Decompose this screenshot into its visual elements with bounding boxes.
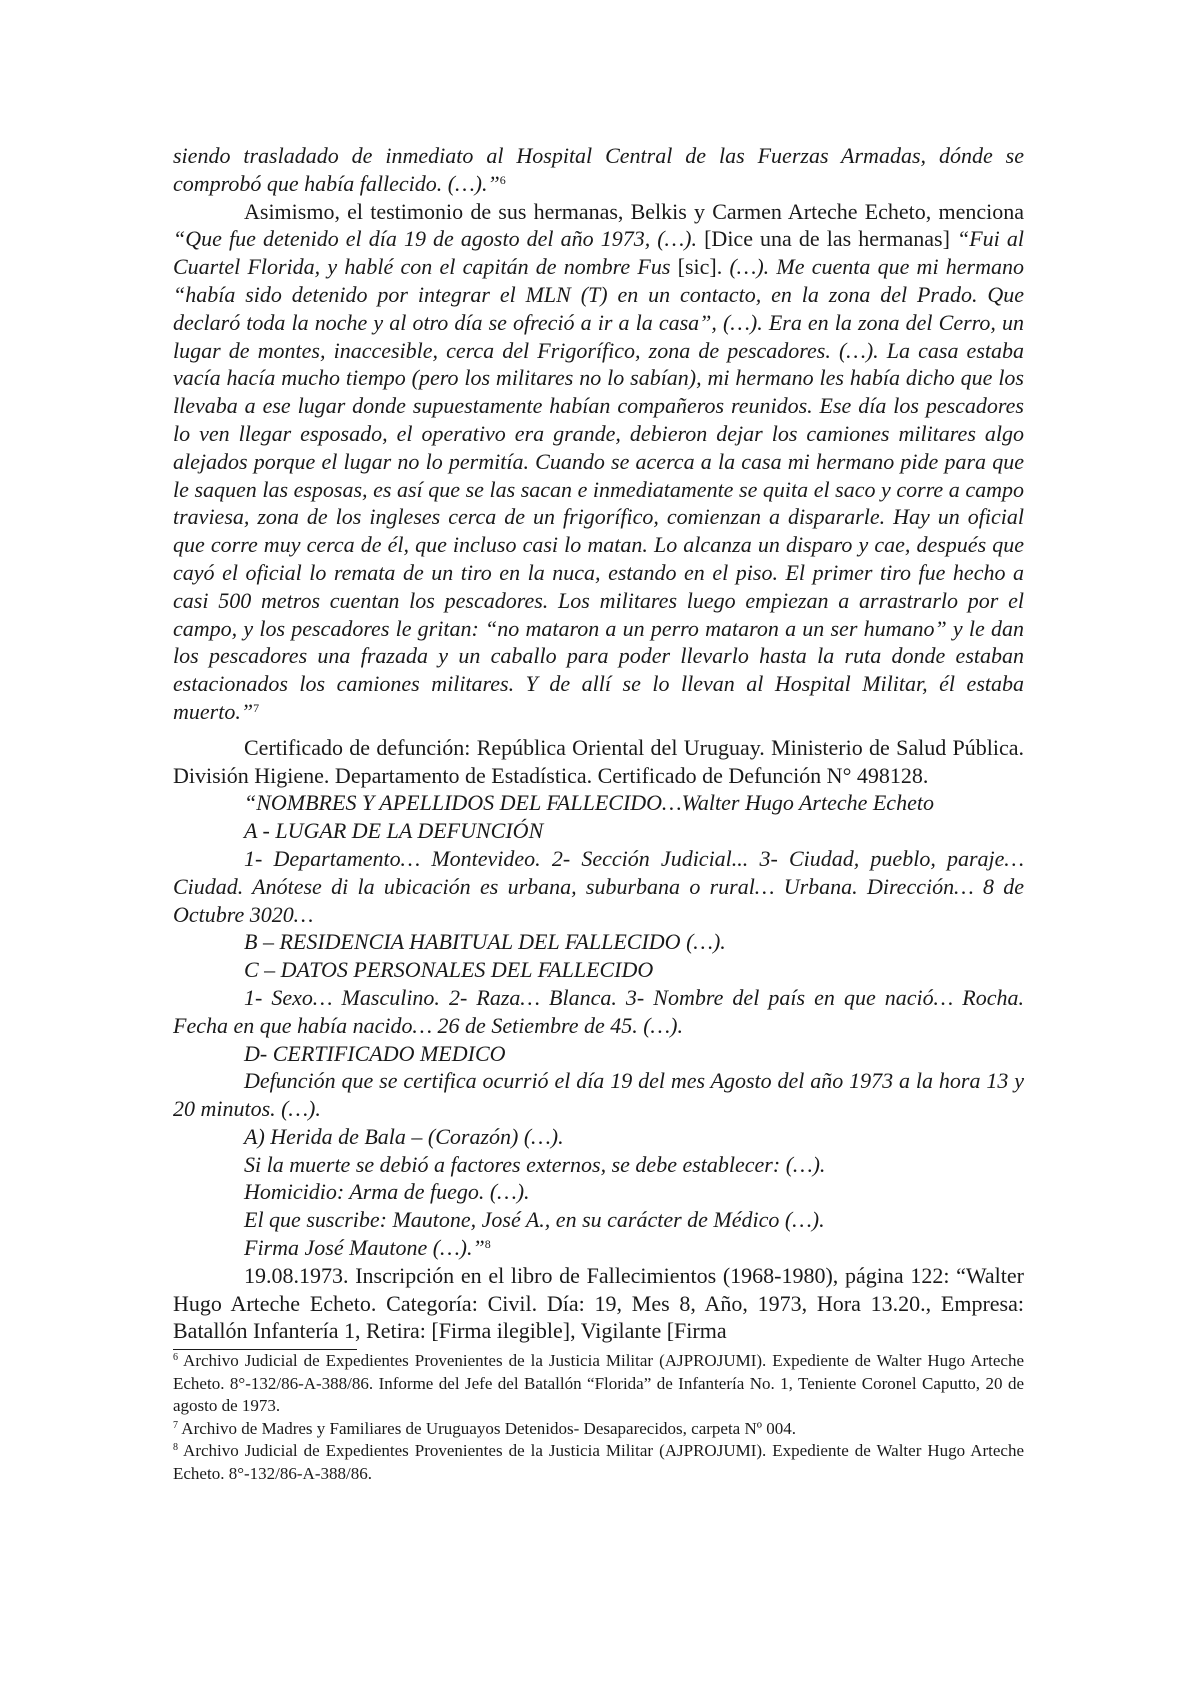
cert-section-a-detail: 1- Departamento… Montevideo. 2- Sección Judicial... 3- Ciudad, pueblo, paraje… Ciudad. Anótese di la ubicación es urbana, suburbana o rural… Urbana. Dirección… 8 de Octubre 3020… — [173, 845, 1024, 927]
body-text: Asimismo, el testimonio de sus hermanas, Belkis y Carmen Arteche Echeto, menciona — [244, 198, 1024, 224]
footnote-text: Archivo Judicial de Expedientes Provenientes de la Justicia Militar (AJPROJUMI). Expediente de Walter Hugo Arteche Echeto. 8°-132/86-A-388/86. — [173, 1441, 1024, 1483]
cert-name-line: “NOMBRES Y APELLIDOS DEL FALLECIDO…Walter Hugo Arteche Echeto — [244, 790, 934, 816]
cert-section-a-heading: A - LUGAR DE LA DEFUNCIÓN — [244, 818, 544, 844]
cert-section-d-heading: D- CERTIFICADO MEDICO — [244, 1040, 506, 1066]
cert-homicide-line: Homicidio: Arma de fuego. (…). — [244, 1179, 530, 1205]
footnote-number: 6 — [173, 1352, 178, 1364]
death-certificate-paragraph: Certificado de defunción: República Oriental del Uruguay. Ministerio de Salud Pública. División Higiene. Departamento de Estadística. Certificado de Defunción N° 498128. — [173, 734, 1024, 788]
quote-text: “Fui al Cuartel Florida, y hablé con el capitán de nombre Fus — [173, 226, 1024, 280]
registry-entry-paragraph: 19.08.1973. Inscripción en el libro de Fallecimientos (1968-1980), página 122: “Walter Hugo Arteche Echeto. Categoría: Civil. Día: 19, Mes 8, Año, 1973, Hora 13.20., Empresa: Batallón Infantería 1, Retira: [Firma ilegible], Vigilante [Firma — [173, 1262, 1024, 1344]
footnote-number: 7 — [173, 1419, 178, 1431]
footnote-ref: 6 — [499, 172, 506, 187]
cert-signatory-line: El que suscribe: Mautone, José A., en su carácter de Médico (…). — [244, 1207, 825, 1233]
footnote-ref: 7 — [253, 700, 260, 715]
cert-section-c-detail: 1- Sexo… Masculino. 2- Raza… Blanca. 3- Nombre del país en que nació… Rocha. Fecha en que había nacido… 26 de Setiembre de 45. (…). — [173, 984, 1024, 1038]
quote-continuation-paragraph — [173, 142, 1024, 198]
cert-signature-line: Firma José Mautone (…).”$^8$ — [244, 1235, 491, 1261]
cert-section-c-heading: C – DATOS PERSONALES DEL FALLECIDO — [244, 957, 654, 983]
body-text: [Dice una de las hermanas] — [697, 226, 957, 252]
footnote-ref: 8 — [484, 1237, 491, 1252]
body-text: [sic]. — [670, 254, 730, 280]
quote-text: siendo trasladado de inmediato al Hospital Central de las Fuerzas Armadas, dónde se comprobó que había fallecido. (…).” — [173, 143, 1024, 196]
cert-section-d-detail: Defunción que se certifica ocurrió el día 19 del mes Agosto del año 1973 a la hora 13 y 20 minutos. (…). — [173, 1068, 1024, 1122]
quote-text: “Que fue detenido el día 19 de agosto del año 1973, (…). — [173, 226, 698, 252]
footnote-6 — [173, 1350, 1024, 1418]
quote-text: (…). Me cuenta que mi hermano “había sido detenido por integrar el MLN (T) en un contacto, en la zona del Prado. Que declaró toda la noche y al otro día se ofreció a ir a la casa”, (…). Era en la zona del Cerro, un lugar de montes, inaccesible, cerca del Frigorífico, zona de pescadores. (…). La casa estaba vacía hacía mucho tiempo (pero los militares no lo sabían), mi hermano les había dicho que los llevaba a ese lugar donde supuestamente habían compañeros reunidos. Ese día los pescadores lo ven llegar esposado, el operativo era grande, debieron dejar los camiones militares algo alejados porque el lugar no lo permitía. Cuando se acerca a la casa mi hermano pide para que le saquen las esposas, es así que se las sacan e inmediatamente se quita el saco y corre a campo traviesa, zona de los ingleses cerca de un frigorífico, comienzan a dispararle. Hay un oficial que corre muy cerca de él, que incluso casi lo matan. Lo alcanza un disparo y cae, después que cayó el oficial lo remata de un tiro en la nuca, estando en el piso. El primer tiro fue hecho a casi 500 metros cuentan los pescadores. Los militares luego empiezan a arrastrarlo por el campo, y los pescadores le gritan: “no mataron a un perro mataron a un ser humano” y le dan los pescadores una frazada y un caballo para poder llevarlo hasta la ruta donde estaban estacionados los camiones militares. Y de allí se lo llevan al Hospital Militar, él estaba muerto.” — [173, 254, 1024, 724]
footnote-7 — [173, 1418, 1024, 1441]
footnote-number: 8 — [173, 1442, 178, 1454]
footnote-8 — [173, 1440, 1024, 1485]
footnote-text: Archivo de Madres y Familiares de Uruguayos Detenidos- Desaparecidos, carpeta Nº 004. — [178, 1418, 797, 1438]
document-page — [173, 142, 1024, 1485]
footnote-text: Archivo Judicial de Expedientes Provenientes de la Justicia Militar (AJPROJUMI). Expediente de Walter Hugo Arteche Echeto. 8°-132/86-A-388/86. Informe del Jefe del Batallón “Florida” de Infantería No. 1, Teniente Coronel Caputto, 20 de agosto de 1973. — [173, 1351, 1024, 1416]
cert-section-b-heading: B – RESIDENCIA HABITUAL DEL FALLECIDO (…). — [244, 929, 726, 955]
sisters-testimony-paragraph — [173, 198, 1024, 726]
cert-cause-line: A) Herida de Bala – (Corazón) (…). — [244, 1123, 564, 1149]
cert-external-factors-line: Si la muerte se debió a factores externos, se debe establecer: (…). — [244, 1151, 826, 1177]
